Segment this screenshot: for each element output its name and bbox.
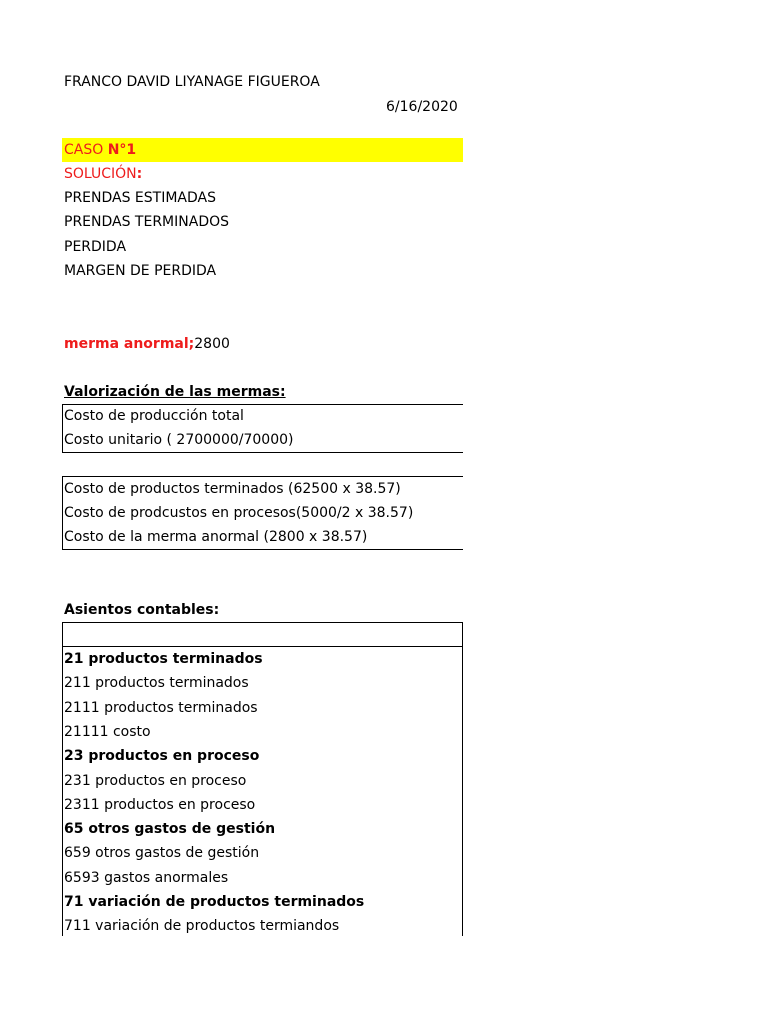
asientos-heading: Asientos contables: [64,602,220,618]
caso-prefix: CASO [64,142,108,158]
caso-title [64,138,136,162]
costo-unitario: Costo unitario ( 2700000/70000) [64,432,294,448]
document-date: 6/16/2020 [386,99,458,115]
merma-label: merma anormal; [64,336,195,352]
asiento-row: 65 otros gastos de gestión [64,821,276,837]
asiento-row: 21111 costo [64,724,151,740]
asiento-row: 6593 gastos anormales [64,870,229,886]
asiento-row: 659 otros gastos de gestión [64,845,260,861]
solucion-label [64,162,142,186]
item-prendas-estimadas: PRENDAS ESTIMADAS [64,190,217,206]
costo-merma-anormal: Costo de la merma anormal (2800 x 38.57) [64,529,368,545]
item-prendas-terminados: PRENDAS TERMINADOS [64,214,230,230]
caso-number: N°1 [107,142,137,158]
asiento-row: 231 productos en proceso [64,773,247,789]
asiento-row: 2111 productos terminados [64,700,258,716]
merma-value: 2800 [194,336,230,352]
asiento-row: 71 variación de productos terminados [64,894,365,910]
asiento-row: 2311 productos en proceso [64,797,256,813]
solucion-suffix: : [136,166,143,182]
asiento-row: 23 productos en proceso [64,748,260,764]
costo-produccion-total: Costo de producción total [64,408,244,424]
asiento-row: 21 productos terminados [64,651,263,667]
item-perdida: PERDIDA [64,239,127,255]
costo-productos-en-proceso: Costo de prodcustos en procesos(5000/2 x 38.57) [64,505,414,521]
asiento-row: 711 variación de productos termiandos [64,918,340,934]
solucion-prefix: SOLUCIÓN [64,166,137,182]
author-name: FRANCO DAVID LIYANAGE FIGUEROA [64,74,320,90]
item-margen-de-perdida: MARGEN DE PERDIDA [64,263,217,279]
valorizacion-heading: Valorización de las mermas: [64,384,286,400]
merma-anormal [64,332,230,356]
asiento-row: 211 productos terminados [64,675,249,691]
costo-productos-terminados: Costo de productos terminados (62500 x 38.57) [64,481,401,497]
